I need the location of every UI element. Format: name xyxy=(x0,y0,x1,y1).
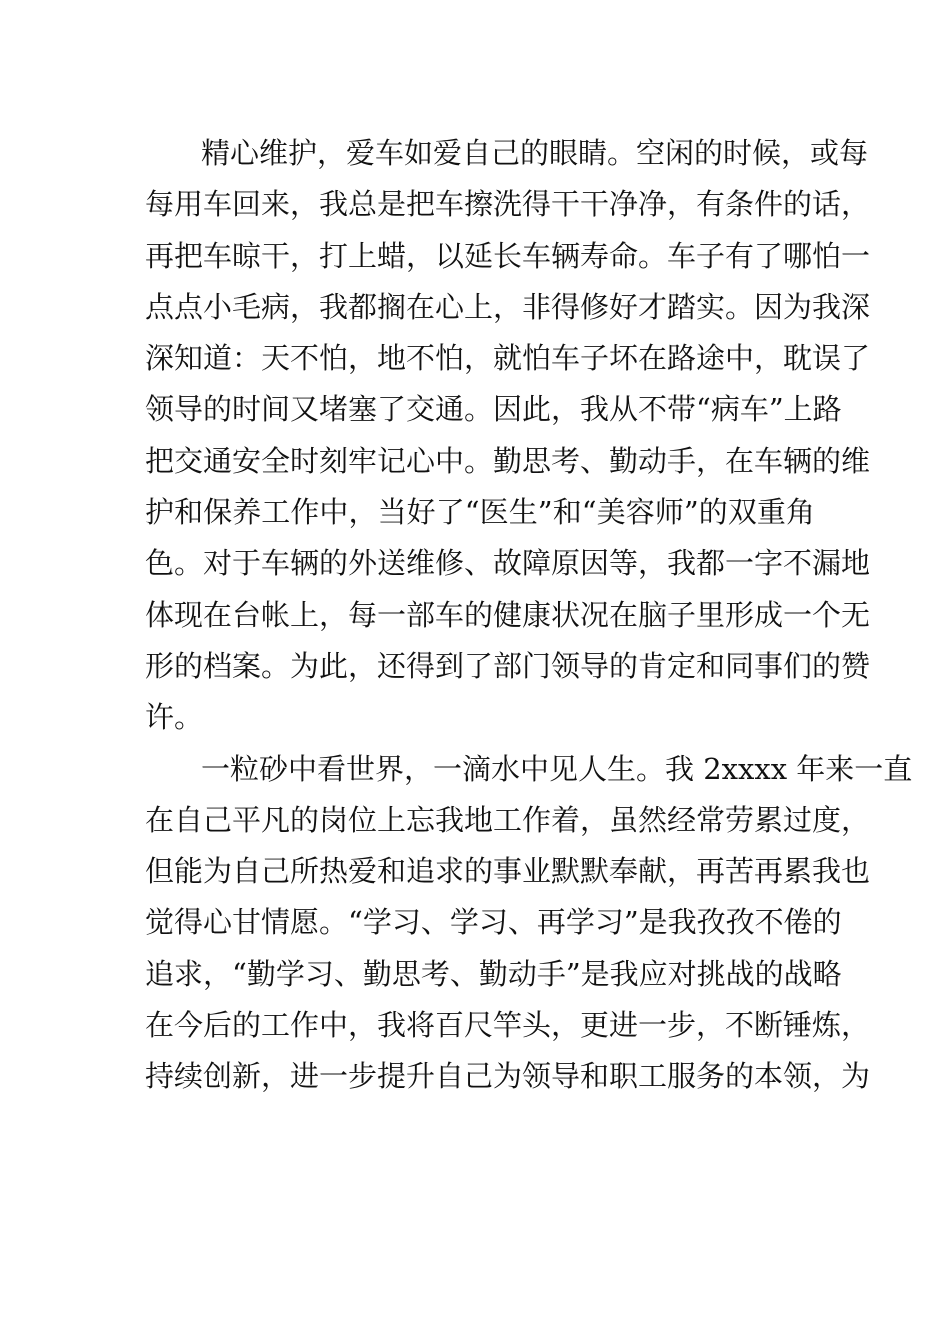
text-line: 持续创新，进一步提升自己为领导和职工服务的本领，为 xyxy=(145,1059,871,1094)
text-line: 护和保养工作中，当好了“医生”和“美容师”的双重角 xyxy=(145,495,815,530)
text-line: 把交通安全时刻牢记心中。勤思考、勤动手，在车辆的维 xyxy=(145,443,871,478)
text-line: 再把车晾干，打上蜡，以延长车辆寿命。车子有了哪怕一 xyxy=(145,238,871,273)
text-line: 色。对于车辆的外送维修、故障原因等，我都一字不漏地 xyxy=(145,546,871,581)
text-line: 精心维护，爱车如爱自己的眼睛。空闲的时候，或每 xyxy=(201,136,869,170)
text-line: 每用车回来，我总是把车擦洗得干干净净，有条件的话， xyxy=(145,187,871,222)
text-line: 在今后的工作中，我将百尺竿头，更进一步，不断锤炼， xyxy=(145,1008,871,1043)
text-line: 一粒砂中看世界，一滴水中见人生。我 2xxxx 年来一直 xyxy=(201,751,913,786)
text-line: 领导的时间又堵塞了交通。因此，我从不带“病车”上路 xyxy=(145,392,842,427)
text-line: 体现在台帐上，每一部车的健康状况在脑子里形成一个无 xyxy=(145,597,871,632)
paragraph xyxy=(145,128,871,744)
text-line: 许。 xyxy=(145,700,204,735)
text-line: 形的档案。为此，还得到了部门领导的肯定和同事们的赞 xyxy=(145,648,871,683)
text-line: 深知道：天不怕，地不怕，就怕车子坏在路途中，耽误了 xyxy=(145,341,871,376)
text-line: 追求，“勤学习、勤思考、勤动手”是我应对挑战的战略 xyxy=(145,956,842,991)
text-line: 点点小毛病，我都搁在心上，非得修好才踏实。因为我深 xyxy=(145,289,871,324)
text-line: 但能为自己所热爱和追求的事业默默奉献，再苦再累我也 xyxy=(145,854,871,889)
text-line: 在自己平凡的岗位上忘我地工作着，虽然经常劳累过度， xyxy=(145,802,871,837)
paragraph xyxy=(145,744,913,1103)
document-body xyxy=(145,128,913,1103)
text-line: 觉得心甘情愿。“学习、学习、再学习”是我孜孜不倦的 xyxy=(145,905,842,940)
